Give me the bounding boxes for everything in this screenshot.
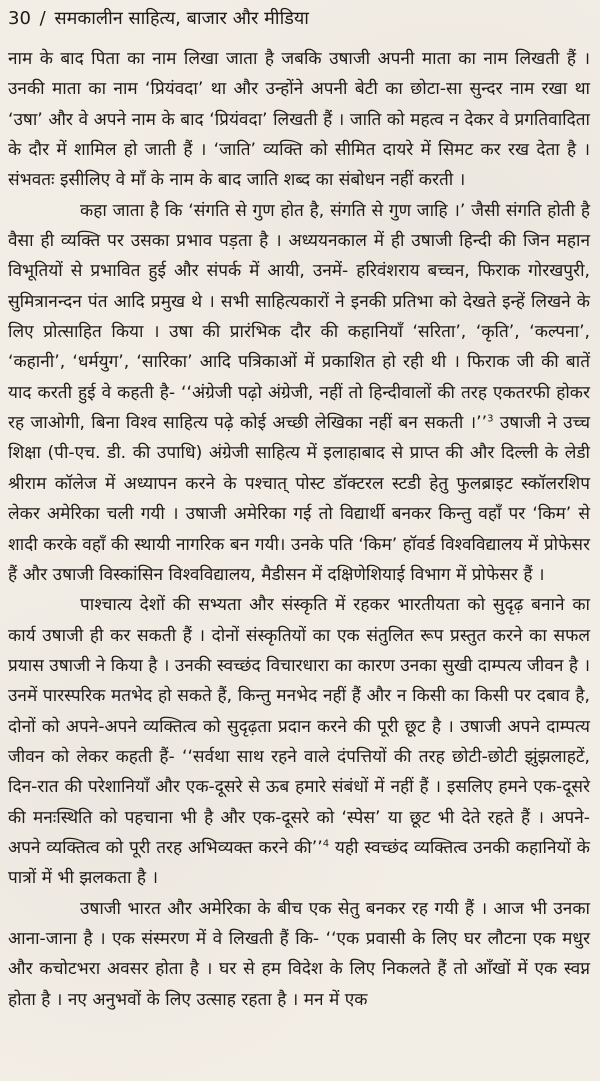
paragraph-text-continued: उषाजी ने उच्च शिक्षा (पी-एच. डी. की उपाधि) अंग्रेजी साहित्य में इलाहाबाद से प्राप्त की और दिल्ली के लेडी श्रीराम कॉलेज में अध्यापन करने के पश्चात् पोस्ट डॉक्टरल स्टडी हेतु फुलब्राइट स्कॉलरशिप लेकर अमेरिका चली गयी । उषाजी अमेरिका गई तो विद्यार्थी बनकर किन्तु वहाँ पर ‘किम’ से शादी करके वहाँ की स्थायी नागरिक बन गयी। उनके पति ‘किम’ हॉवर्ड विश्वविद्यालय में प्रोफेसर हैं और उषाजी विस्कांसिन विश्वविद्यालय, मैडीसन में दक्षिणेशियाई विभाग में प्रोफेसर हैं । [8,413,590,585]
footnote-marker: 4 [322,838,330,850]
book-title: समकालीन साहित्य, बाजार और मीडिया [54,8,309,29]
paragraph-2 [8,196,590,590]
paragraph-3 [8,590,590,893]
paragraph-1 [8,44,590,196]
footnote-marker: 3 [487,413,494,425]
paragraph-text-continued: यही स्वच्छंद व्यक्तित्व उनकी कहानियों के पात्रों में भी झलकता है । [8,837,591,889]
header-separator: / [39,8,46,29]
paragraph-text: कहा जाता है कि ‘संगति से गुण होत है, संगति से गुण जाहि ।’ जैसी संगति होती है वैसा ही व्यक्ति पर उसका प्रभाव पड़ता है । अध्ययनकाल में ही उषाजी हिन्दी की जिन महान विभूतियों से प्रभावित हुई और संपर्क में आयी, उनमें- हरिवंशराय बच्चन, फिराक गोरखपुरी, सुमित्रानन्दन पंत आदि प्रमुख थे । सभी साहित्यकारों ने इनकी प्रतिभा को देखते इन्हें लिखने के लिए प्रोत्साहित किया । उषा की प्रारंभिक दौर की कहानियाँ ‘सरिता’, ‘कृति’, ‘कल्पना’, ‘कहानी’, ‘धर्मयुग’, ‘सारिका’ आदि पत्रिकाओं में प्रकाशित हो रही थी । फिराक जी की बातें याद करती हुई वे कहती है- ‘‘अंग्रेजी पढ़ो अंग्रेजी, नहीं तो हिन्दीवालों की तरह एकतरफी होकर रह जाओगी, बिना विश्व साहित्य पढ़े कोई अच्छी लेखिका नहीं बन सकती ।’’ [8,200,590,434]
paragraph-text: पाश्चात्य देशों की सभ्यता और संस्कृति में रहकर भारतीयता को सुदृढ़ बनाने का कार्य उषाजी ही कर सकती हैं । दोनों संस्कृतियों का एक संतुलित रूप प्रस्तुत करने का सफल प्रयास उषाजी ने किया है । उनकी स्वच्छंद विचारधारा का कारण उनका सुखी दाम्पत्य जीवन है । उनमें पारस्परिक मतभेद हो सकते हैं, किन्तु मनभेद नहीं हैं और न किसी का किसी पर दबाव है, दोनों को अपने-अपने व्यक्तित्व को सुदृढ़ता प्रदान करने की पूरी छूट है । उषाजी अपने दाम्पत्य जीवन को लेकर कहती हैं- ‘‘सर्वथा साथ रहने वाले दंपत्तियों की तरह छोटी-छोटी झुंझलाहटें, दिन-रात की परेशानियाँ और एक-दूसरे से ऊब हमारे संबंधों में नहीं हैं । इसलिए हमने एक-दूसरे की मनःस्थिति को पहचाना भी है और एक-दूसरे को ‘स्पेस’ या छूट भी देते रहते हैं । अपने-अपने व्यक्तित्व को पूरी तरह अभिव्यक्त करने की’’ [8,595,590,858]
paragraph-text: उषाजी भारत और अमेरिका के बीच एक सेतु बनकर रह गयी हैं । आज भी उनका आना-जाना है । एक संस्मरण में वे लिखती हैं कि- ‘‘एक प्रवासी के लिए घर लौटना एक मधुर और कचोटभरा अवसर होता है । घर से हम विदेश के लिए निकलते हैं तो आँखों में एक स्वप्न होता है । नए अनुभवों के लिए उत्साह रहता है । मन में एक [8,898,590,1010]
running-header [8,6,590,36]
page-number: 30 [8,8,31,29]
paragraph-text: नाम के बाद पिता का नाम लिखा जाता है जबकि उषाजी अपनी माता का नाम लिखती हैं । उनकी माता का नाम ‘प्रियंवदा’ था और उन्होंने अपनी बेटी का छोटा-सा सुन्दर नाम रखा था ‘उषा’ और वे अपने नाम के बाद ‘प्रियंवदा’ लिखती हैं । जाति को महत्व न देकर वे प्रगतिवादिता के दौर में शामिल हो जाती हैं । ‘जाति’ व्यक्ति को सीमित दायरे में सिमट कर रख देता है । संभवतः इसीलिए वे माँ के नाम के बाद जाति शब्द का संबोधन नहीं करती । [8,49,590,191]
paragraph-4 [8,894,590,1015]
